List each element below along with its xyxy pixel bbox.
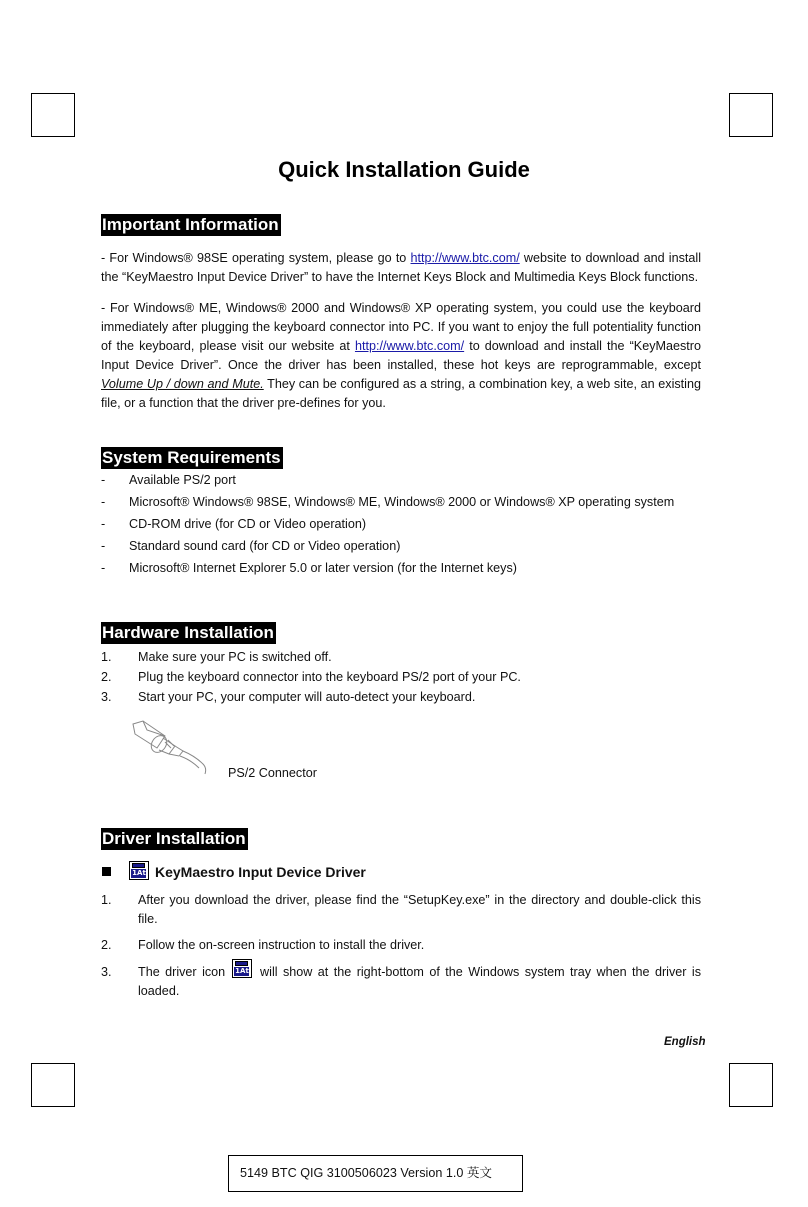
heading-hardware-installation: Hardware Installation [102, 623, 274, 642]
tray-driver-icon: 1At [232, 959, 252, 978]
btc-link-2[interactable]: http://www.btc.com/ [354, 339, 465, 353]
important-paragraph-1 [101, 249, 701, 287]
keymaestro-driver-icon: 1At [129, 861, 149, 880]
important-paragraph-2 [101, 299, 701, 413]
ps2-connector-label: PS/2 Connector [228, 766, 317, 780]
heading-driver-installation: Driver Installation [102, 829, 246, 848]
heading-important-information: Important Information [102, 215, 279, 234]
language-label: English [664, 1036, 706, 1048]
p1-text-a: - For Windows® 98SE operating system, please go to [101, 251, 411, 265]
footer-version-box: 5149 BTC QIG 3100506023 Version 1.0 英文 [228, 1155, 523, 1192]
ps2-connector-image [125, 718, 215, 776]
p2-text-a: - For Windows® ME, Windows® 2000 and Windows® XP operating system, you could use the keyboard immediately after plugging the keyboard connector into PC. If you want to enjoy the full potentiality function of the keyboard, please visit our website at [101, 301, 701, 353]
corner-mark-top-right [729, 93, 773, 137]
page-title: Quick Installation Guide [278, 157, 530, 182]
corner-mark-bottom-right [729, 1063, 773, 1107]
p2-emphasis: Volume Up / down and Mute. [101, 377, 264, 391]
p2-text-b: to download and install the “KeyMaestro Input Device Driver”. Once the driver has been installed, these hot keys are reprogrammable, except [101, 339, 701, 372]
corner-mark-bottom-left [31, 1063, 75, 1107]
btc-link-1[interactable]: http://www.btc.com/ [410, 251, 520, 265]
corner-mark-top-left [31, 93, 75, 137]
driver-subheading: KeyMaestro Input Device Driver [155, 864, 366, 880]
heading-system-requirements: System Requirements [102, 448, 281, 467]
p2-text-c: They can be configured as a string, a combination key, a web site, an existing file, or a function that the driver pre-defines for you. [101, 377, 701, 410]
square-bullet-icon [102, 867, 111, 876]
p1-text-b: website to download and install the “KeyMaestro Input Device Driver” to have the Internet Keys Block and Multimedia Keys Block functions. [101, 251, 701, 284]
